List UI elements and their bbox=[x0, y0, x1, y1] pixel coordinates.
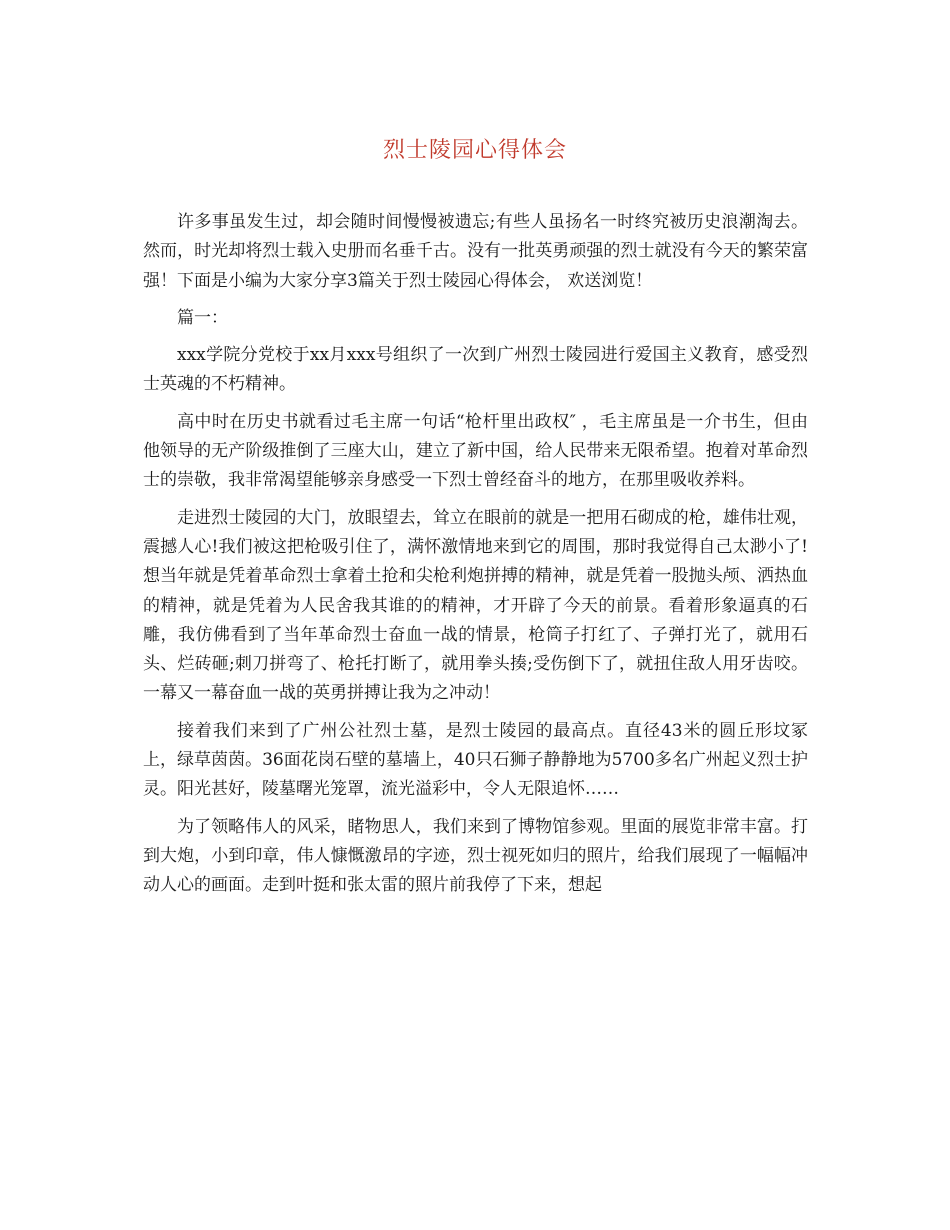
paragraph: 接着我们来到了广州公社烈士墓，是烈士陵园的最高点。直径43米的圆丘形坟冢上，绿草茵茵。36面花岗石壁的墓墙上，40只石狮子静静地为5700多名广州起义烈士护灵。阳光甚好，陵墓曙光笼罩，流光溢彩中，令人无限追怀…… bbox=[143, 720, 808, 800]
document-body bbox=[143, 208, 808, 909]
paragraph: xxx学院分党校于xx月xxx号组织了一次到广州烈士陵园进行爱国主义教育，感受烈士英魂的不朽精神。 bbox=[143, 345, 808, 395]
section-heading: 篇一： bbox=[177, 307, 228, 328]
paragraph: 为了领略伟人的风采，睹物思人，我们来到了博物馆参观。里面的展览非常丰富。打到大炮，小到印章，伟人慷慨激昂的字迹，烈士视死如归的照片，给我们展现了一幅幅冲动人心的画面。走到叶挺和张太雷的照片前我停了下来，想起 bbox=[143, 816, 808, 896]
paragraph: 走进烈士陵园的大门，放眼望去，耸立在眼前的就是一把用石砌成的枪，雄伟壮观，震撼人心!我们被这把枪吸引住了，满怀激情地来到它的周围，那时我觉得自己太渺小了!想当年就是凭着革命烈士拿着土抢和尖枪利炮拼搏的精神，就是凭着一股抛头颅、洒热血的精神，就是凭着为人民舍我其谁的的精神，才开辟了今天的前景。看着形象逼真的石雕，我仿佛看到了当年革命烈士奋血一战的情景，枪筒子打红了、子弹打光了，就用石头、烂砖砸;刺刀拼弯了、枪托打断了，就用拳头揍;受伤倒下了，就扭住敌人用牙齿咬。一幕又一幕奋血一战的英勇拼搏让我为之冲动！ bbox=[143, 507, 808, 704]
document-title: 烈士陵园心得体会 bbox=[382, 138, 567, 163]
paragraph-intro: 许多事虽发生过，却会随时间慢慢被遗忘;有些人虽扬名一时终究被历史浪潮淘去。然而，时光却将烈士载入史册而名垂千古。没有一批英勇顽强的烈士就没有今天的繁荣富强！下面是小编为大家分享3篇关于烈士陵园心得体会， 欢送浏览！ bbox=[143, 212, 808, 291]
paragraph: 高中时在历史书就看过毛主席一句话“枪杆里出政权″ ，毛主席虽是一介书生，但由他领导的无产阶级推倒了三座大山，建立了新中国，给人民带来无限希望。抱着对革命烈士的崇敬，我非常渴望能够亲身感受一下烈士曾经奋斗的地方，在那里吸收养料。 bbox=[143, 411, 808, 491]
